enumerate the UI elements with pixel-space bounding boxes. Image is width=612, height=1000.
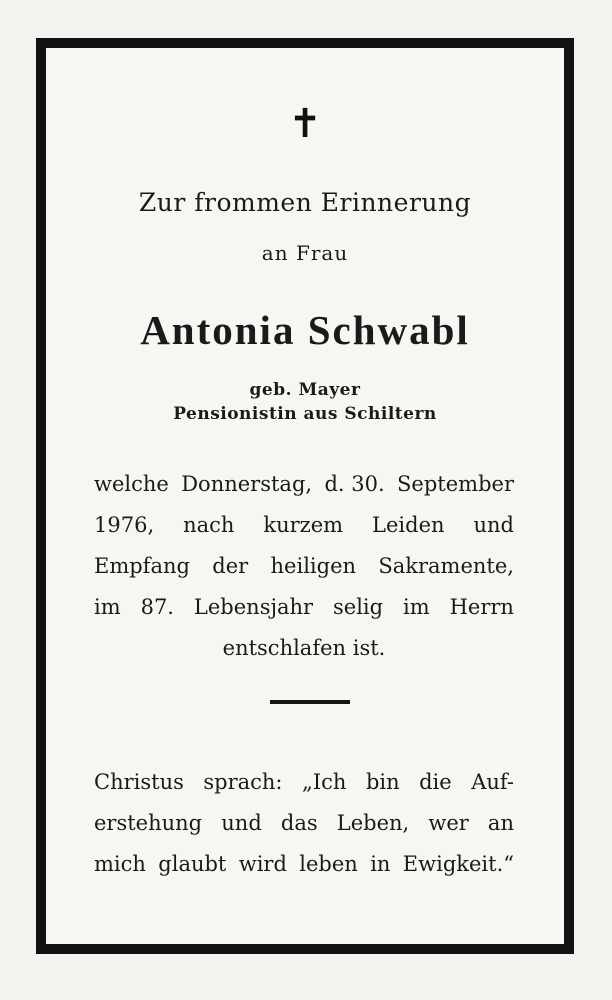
maiden-name: geb. Mayer (249, 380, 361, 400)
deceased-name: Antonia Schwabl (140, 307, 470, 353)
body-word: heiligen (270, 554, 357, 578)
quote-word: Ewigkeit.“ (402, 852, 514, 876)
quote-word: wer (428, 811, 469, 835)
death-notice-text (94, 464, 514, 669)
card-heading: Zur frommen Erinnerung (138, 188, 472, 217)
occupation-origin: Pensionistin aus Schiltern (173, 404, 437, 424)
quote-word: die (419, 770, 452, 794)
quote-word: glaubt (158, 852, 227, 876)
quote-word: Auf- (471, 770, 514, 794)
quote-word: das (280, 811, 318, 835)
body-word: September (397, 472, 514, 496)
body-line-1 (94, 464, 514, 505)
body-word: entschlafen ist. (222, 636, 386, 660)
body-word: Donnerstag, (181, 472, 313, 496)
body-word: Leiden (372, 513, 445, 537)
body-word: im (94, 595, 121, 619)
body-word: selig (333, 595, 384, 619)
quote-word: „Ich (301, 770, 347, 794)
body-word: Lebensjahr (193, 595, 314, 619)
quote-word: erstehung (94, 811, 203, 835)
body-line-3 (94, 546, 514, 587)
body-word: welche (94, 472, 169, 496)
quote-line-3 (94, 844, 514, 885)
body-word: Herrn (449, 595, 514, 619)
quote-word: mich (94, 852, 146, 876)
quote-word: Leben, (336, 811, 410, 835)
quote-line-1 (94, 762, 514, 803)
quote-word: sprach: (203, 770, 283, 794)
body-word: im (403, 595, 430, 619)
quote-word: und (221, 811, 262, 835)
cross-icon: ✝ (288, 101, 322, 147)
body-line-4 (94, 587, 514, 628)
body-word: nach (183, 513, 235, 537)
body-word: und (473, 513, 514, 537)
quote-line-2 (94, 803, 514, 844)
quote-word: an (487, 811, 514, 835)
body-word: der (212, 554, 249, 578)
quote-word: bin (365, 770, 400, 794)
body-line-5 (94, 628, 514, 669)
body-word: 1976, (94, 513, 155, 537)
body-word: kurzem (263, 513, 344, 537)
divider-rule (270, 700, 350, 704)
body-word: 87. (140, 595, 174, 619)
quote-word: Christus (94, 770, 184, 794)
recipient-prefix: an Frau (261, 241, 349, 265)
quote-word: in (370, 852, 391, 876)
body-word: Empfang (94, 554, 190, 578)
quote-word: leben (299, 852, 358, 876)
body-word: d. 30. (324, 472, 385, 496)
body-word: Sakramente, (378, 554, 514, 578)
body-line-2 (94, 505, 514, 546)
quote-word: wird (238, 852, 287, 876)
bible-quote (94, 762, 514, 885)
card-content (46, 48, 564, 944)
memorial-card (36, 38, 574, 954)
